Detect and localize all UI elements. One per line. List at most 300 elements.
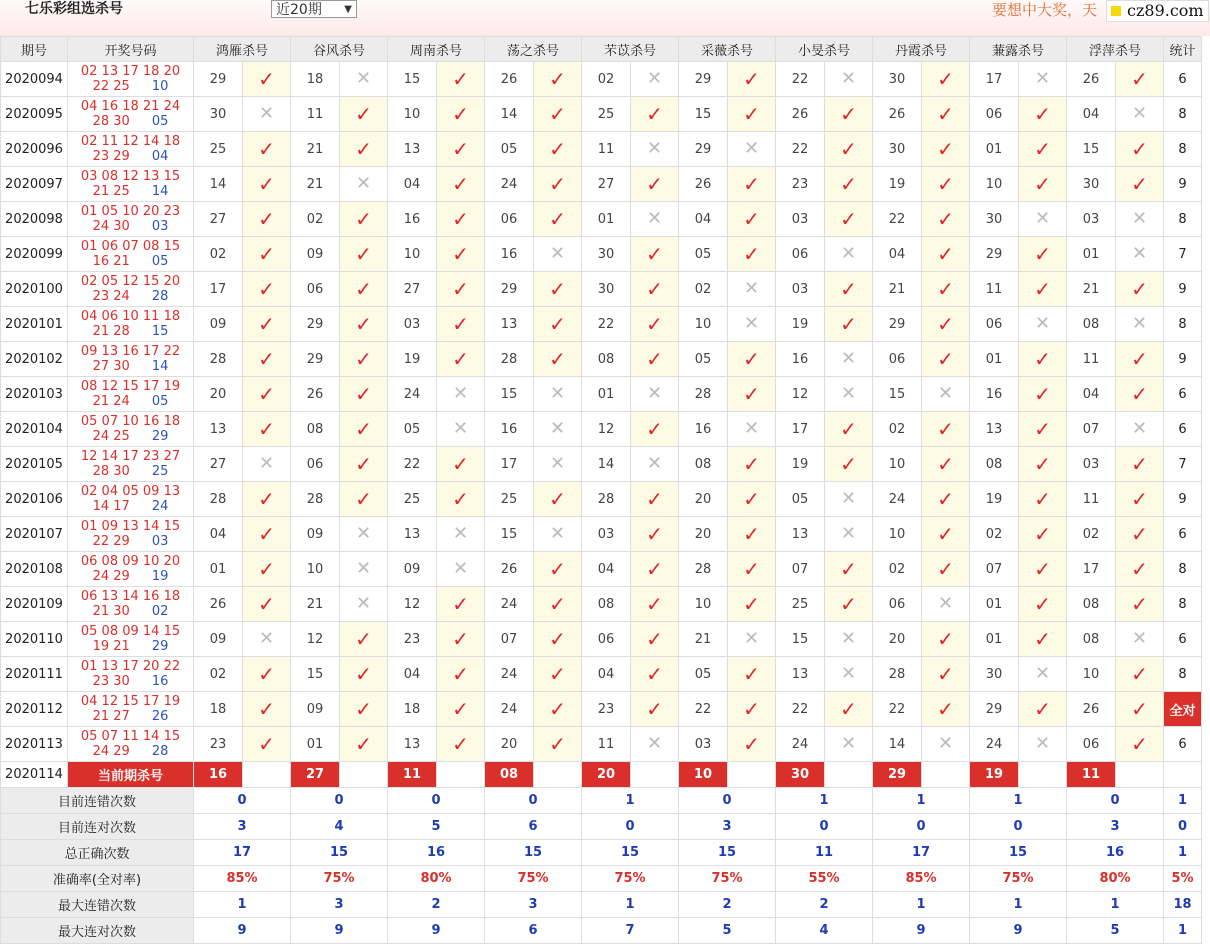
result-cell [922, 622, 970, 657]
kill-number-cell: 27 [194, 202, 243, 237]
check-icon: ✓ [937, 276, 954, 301]
result-cell [340, 552, 388, 587]
cross-icon: ✕ [840, 243, 857, 264]
kill-number-cell: 19 [970, 482, 1019, 517]
result-cell [825, 97, 873, 132]
kill-number-cell: 03 [776, 272, 825, 307]
result-cell [631, 342, 679, 377]
kill-number-cell: 04 [873, 237, 922, 272]
current-kill-blank [922, 762, 970, 788]
kill-number-cell: 30 [582, 237, 631, 272]
draw-line2 [68, 289, 193, 304]
kill-number-cell: 09 [194, 307, 243, 342]
result-cell [340, 132, 388, 167]
special-number: 29 [151, 639, 169, 654]
draw-main-line2: 24 25 [92, 429, 130, 444]
kill-number-cell: 08 [1067, 307, 1116, 342]
result-cell [631, 237, 679, 272]
kill-number-cell: 06 [1067, 727, 1116, 762]
kill-number-cell: 28 [194, 342, 243, 377]
result-cell [1116, 272, 1164, 307]
kill-number-cell: 06 [970, 97, 1019, 132]
stat-cell: 9 [1164, 167, 1202, 202]
check-icon: ✓ [258, 556, 275, 581]
summary-value: 15 [679, 840, 776, 866]
check-icon: ✓ [743, 241, 760, 266]
table-row [1, 552, 1202, 587]
result-cell [922, 272, 970, 307]
check-icon: ✓ [355, 731, 372, 756]
kill-number-cell: 29 [970, 237, 1019, 272]
check-icon: ✓ [937, 556, 954, 581]
kill-number-cell: 05 [679, 342, 728, 377]
check-icon: ✓ [1034, 626, 1051, 651]
check-icon: ✓ [452, 451, 469, 476]
draw-numbers-cell [68, 97, 194, 132]
cross-icon: ✕ [840, 68, 857, 89]
check-icon: ✓ [646, 241, 663, 266]
special-number: 24 [151, 499, 169, 514]
result-cell [825, 412, 873, 447]
summary-value: 15 [970, 840, 1067, 866]
check-icon: ✓ [937, 451, 954, 476]
current-kill-blank [728, 762, 776, 788]
draw-main-line2: 21 30 [92, 604, 130, 619]
check-icon: ✓ [258, 66, 275, 91]
kill-number-cell: 17 [1067, 552, 1116, 587]
current-kill-blank [340, 762, 388, 788]
cross-icon: ✕ [452, 523, 469, 544]
draw-line2 [68, 149, 193, 164]
check-icon: ✓ [1131, 696, 1148, 721]
result-cell [243, 412, 291, 447]
cross-icon: ✕ [646, 208, 663, 229]
draw-main-line2: 27 30 [92, 359, 130, 374]
draw-main-line1: 04 12 15 17 19 [80, 694, 181, 709]
special-number: 05 [151, 394, 169, 409]
kill-number-cell: 26 [485, 62, 534, 97]
draw-line2 [68, 604, 193, 619]
kill-number-cell: 28 [291, 482, 340, 517]
kill-number-cell: 03 [679, 727, 728, 762]
kill-number-cell: 02 [970, 517, 1019, 552]
table-row [1, 657, 1202, 692]
draw-main-line2: 22 29 [92, 534, 130, 549]
result-cell [1116, 692, 1164, 727]
check-icon: ✓ [937, 661, 954, 686]
summary-value: 80% [1067, 866, 1164, 892]
result-cell [340, 412, 388, 447]
check-icon: ✓ [549, 136, 566, 161]
result-cell [922, 692, 970, 727]
special-number: 28 [151, 289, 169, 304]
kill-number-cell: 13 [388, 727, 437, 762]
kill-number-cell: 22 [776, 62, 825, 97]
cross-icon: ✕ [549, 523, 566, 544]
summary-value: 85% [194, 866, 291, 892]
kill-number-cell: 23 [388, 622, 437, 657]
draw-main-line1: 06 08 09 10 20 [80, 554, 181, 569]
kill-number-cell: 24 [873, 482, 922, 517]
draw-main-line2: 21 27 [92, 709, 130, 724]
check-icon: ✓ [743, 731, 760, 756]
cross-icon: ✕ [937, 593, 954, 614]
kill-number-cell: 29 [291, 307, 340, 342]
draw-numbers-cell [68, 132, 194, 167]
summary-value: 17 [194, 840, 291, 866]
kill-number-cell: 04 [388, 657, 437, 692]
result-cell [728, 622, 776, 657]
summary-value: 3 [194, 814, 291, 840]
kill-number-cell: 10 [291, 552, 340, 587]
draw-main-line1: 04 06 10 11 18 [80, 309, 181, 324]
result-cell [825, 132, 873, 167]
table-row [1, 727, 1202, 762]
draw-numbers-cell [68, 622, 194, 657]
check-icon: ✓ [646, 171, 663, 196]
kill-number-cell: 25 [485, 482, 534, 517]
kill-number-cell: 30 [873, 62, 922, 97]
draw-line2 [68, 359, 193, 374]
summary-value: 1 [873, 788, 970, 814]
kill-number-cell: 06 [291, 447, 340, 482]
result-cell [825, 482, 873, 517]
kill-number-cell: 01 [291, 727, 340, 762]
cross-icon: ✕ [355, 558, 372, 579]
kill-number-cell: 30 [970, 202, 1019, 237]
cross-icon: ✕ [1034, 733, 1051, 754]
header-expert: 周南杀号 [388, 37, 485, 62]
check-icon: ✓ [452, 171, 469, 196]
draw-numbers-cell [68, 62, 194, 97]
kill-number-cell: 26 [776, 97, 825, 132]
result-cell [1116, 482, 1164, 517]
result-cell [631, 307, 679, 342]
kill-number-cell: 24 [485, 657, 534, 692]
result-cell [340, 377, 388, 412]
result-cell [1019, 202, 1067, 237]
result-cell [631, 97, 679, 132]
summary-value: 7 [582, 918, 679, 944]
kill-number-cell: 06 [970, 307, 1019, 342]
check-icon: ✓ [258, 171, 275, 196]
table-row [1, 272, 1202, 307]
result-cell [534, 692, 582, 727]
result-cell [631, 587, 679, 622]
draw-numbers-cell [68, 587, 194, 622]
kill-number-cell: 01 [970, 132, 1019, 167]
check-icon: ✓ [452, 591, 469, 616]
check-icon: ✓ [743, 556, 760, 581]
check-icon: ✓ [743, 591, 760, 616]
summary-value: 6 [485, 814, 582, 840]
kill-number-cell: 13 [970, 412, 1019, 447]
check-icon: ✓ [743, 206, 760, 231]
check-icon: ✓ [1034, 136, 1051, 161]
stat-cell: 6 [1164, 62, 1202, 97]
check-icon: ✓ [937, 696, 954, 721]
result-cell [825, 62, 873, 97]
summary-value: 0 [485, 788, 582, 814]
result-cell [1116, 587, 1164, 622]
kill-number-cell: 03 [1067, 447, 1116, 482]
kill-number-cell: 18 [194, 692, 243, 727]
result-cell [534, 202, 582, 237]
result-cell [437, 237, 485, 272]
kill-number-cell: 08 [582, 587, 631, 622]
kill-number-cell: 09 [388, 552, 437, 587]
kill-number-cell: 21 [873, 272, 922, 307]
stat-cell: 8 [1164, 202, 1202, 237]
draw-line2 [68, 569, 193, 584]
kill-number-cell: 07 [776, 552, 825, 587]
result-cell [1116, 657, 1164, 692]
current-kill-blank [631, 762, 679, 788]
kill-number-cell: 05 [485, 132, 534, 167]
cross-icon: ✕ [1034, 68, 1051, 89]
result-cell [922, 202, 970, 237]
check-icon: ✓ [937, 241, 954, 266]
kill-number-cell: 21 [1067, 272, 1116, 307]
result-cell [1019, 727, 1067, 762]
check-icon: ✓ [937, 101, 954, 126]
check-icon: ✓ [937, 416, 954, 441]
summary-value: 1 [970, 788, 1067, 814]
logo-square-icon [1111, 6, 1121, 16]
check-icon: ✓ [1131, 171, 1148, 196]
draw-numbers-cell [68, 167, 194, 202]
summary-value: 2 [388, 892, 485, 918]
summary-value: 16 [1067, 840, 1164, 866]
kill-number-cell: 15 [485, 377, 534, 412]
stat-cell: 6 [1164, 412, 1202, 447]
cross-icon: ✕ [452, 418, 469, 439]
check-icon: ✓ [937, 206, 954, 231]
kill-number-cell: 29 [485, 272, 534, 307]
check-icon: ✓ [549, 66, 566, 91]
kill-number-cell: 10 [388, 97, 437, 132]
summary-value: 1 [582, 788, 679, 814]
brand-logo[interactable] [1106, 0, 1209, 22]
result-cell [1019, 307, 1067, 342]
cross-icon: ✕ [840, 628, 857, 649]
result-cell [728, 657, 776, 692]
result-cell [340, 727, 388, 762]
table-row [1, 97, 1202, 132]
kill-number-cell: 20 [679, 517, 728, 552]
kill-number-cell: 03 [1067, 202, 1116, 237]
check-icon: ✓ [1034, 101, 1051, 126]
kill-number-cell: 24 [776, 727, 825, 762]
table-row [1, 167, 1202, 202]
kill-number-cell: 08 [291, 412, 340, 447]
result-cell [534, 272, 582, 307]
check-icon: ✓ [452, 696, 469, 721]
kill-number-cell: 26 [1067, 62, 1116, 97]
result-cell [437, 412, 485, 447]
result-cell [631, 377, 679, 412]
table-row [1, 377, 1202, 412]
current-kill-number: 10 [679, 762, 728, 788]
result-cell [728, 272, 776, 307]
check-icon: ✓ [452, 66, 469, 91]
kill-number-cell: 29 [679, 132, 728, 167]
result-cell [728, 342, 776, 377]
result-cell [340, 167, 388, 202]
result-cell [922, 237, 970, 272]
kill-number-cell: 02 [1067, 517, 1116, 552]
result-cell [728, 727, 776, 762]
kill-number-cell: 06 [291, 272, 340, 307]
kill-number-cell: 03 [388, 307, 437, 342]
check-icon: ✓ [549, 626, 566, 651]
result-cell [1116, 447, 1164, 482]
result-cell [534, 167, 582, 202]
result-cell [437, 132, 485, 167]
check-icon: ✓ [258, 276, 275, 301]
check-icon: ✓ [840, 451, 857, 476]
result-cell [1019, 482, 1067, 517]
stat-cell: 9 [1164, 342, 1202, 377]
kill-number-cell: 11 [582, 727, 631, 762]
check-icon: ✓ [937, 521, 954, 546]
kill-number-cell: 26 [194, 587, 243, 622]
kill-number-cell: 16 [970, 377, 1019, 412]
draw-main-line2: 23 29 [92, 149, 130, 164]
kill-number-cell: 22 [873, 692, 922, 727]
header-expert: 浮萍杀号 [1067, 37, 1164, 62]
kill-number-cell: 13 [194, 412, 243, 447]
kill-number-cell: 23 [194, 727, 243, 762]
period-cell: 2020107 [1, 517, 68, 552]
draw-main-line1: 01 05 10 20 23 [80, 204, 181, 219]
table-row [1, 412, 1202, 447]
kill-number-cell: 22 [776, 132, 825, 167]
kill-number-cell: 17 [970, 62, 1019, 97]
table-row [1, 237, 1202, 272]
result-cell [243, 307, 291, 342]
result-cell [437, 307, 485, 342]
kill-number-cell: 03 [582, 517, 631, 552]
result-cell [243, 517, 291, 552]
kill-number-cell: 26 [485, 552, 534, 587]
summary-value: 0 [776, 814, 873, 840]
result-cell [243, 587, 291, 622]
check-icon: ✓ [452, 346, 469, 371]
check-icon: ✓ [646, 696, 663, 721]
result-cell [437, 622, 485, 657]
check-icon: ✓ [258, 696, 275, 721]
kill-number-cell: 10 [679, 307, 728, 342]
result-cell [728, 97, 776, 132]
check-icon: ✓ [549, 101, 566, 126]
special-number: 26 [151, 709, 169, 724]
check-icon: ✓ [1131, 556, 1148, 581]
result-cell [922, 412, 970, 447]
summary-value: 9 [970, 918, 1067, 944]
kill-number-cell: 22 [776, 692, 825, 727]
check-icon: ✓ [1131, 136, 1148, 161]
range-select[interactable] [271, 0, 357, 18]
kill-number-cell: 10 [970, 167, 1019, 202]
draw-line2 [68, 429, 193, 444]
summary-value: 9 [194, 918, 291, 944]
current-kill-blank [825, 762, 873, 788]
kill-number-cell: 05 [679, 237, 728, 272]
draw-line2 [68, 219, 193, 234]
kill-number-cell: 12 [776, 377, 825, 412]
kill-number-cell: 02 [873, 552, 922, 587]
special-number: 04 [151, 149, 169, 164]
draw-main-line1: 01 13 17 20 22 [80, 659, 181, 674]
kill-number-cell: 06 [873, 342, 922, 377]
result-cell [437, 342, 485, 377]
result-cell [631, 202, 679, 237]
kill-number-cell: 08 [582, 342, 631, 377]
kill-number-cell: 10 [1067, 657, 1116, 692]
period-cell: 2020108 [1, 552, 68, 587]
check-icon: ✓ [355, 451, 372, 476]
check-icon: ✓ [258, 416, 275, 441]
check-icon: ✓ [1131, 486, 1148, 511]
kill-number-cell: 12 [291, 622, 340, 657]
check-icon: ✓ [452, 311, 469, 336]
cross-icon: ✕ [1131, 418, 1148, 439]
kill-number-cell: 20 [194, 377, 243, 412]
result-cell [1019, 342, 1067, 377]
period-cell: 2020110 [1, 622, 68, 657]
kill-number-cell: 08 [679, 447, 728, 482]
check-icon: ✓ [743, 521, 760, 546]
kill-number-cell: 12 [582, 412, 631, 447]
check-icon: ✓ [840, 591, 857, 616]
result-cell [340, 587, 388, 622]
summary-total: 5% [1164, 866, 1202, 892]
result-cell [728, 587, 776, 622]
result-cell [437, 167, 485, 202]
kill-number-cell: 28 [582, 482, 631, 517]
cross-icon: ✕ [646, 453, 663, 474]
result-cell [340, 307, 388, 342]
header-expert: 谷风杀号 [291, 37, 388, 62]
kill-number-cell: 04 [582, 657, 631, 692]
cross-icon: ✕ [840, 733, 857, 754]
check-icon: ✓ [840, 311, 857, 336]
kill-number-cell: 20 [485, 727, 534, 762]
check-icon: ✓ [646, 661, 663, 686]
result-cell [437, 447, 485, 482]
check-icon: ✓ [355, 136, 372, 161]
cross-icon: ✕ [646, 138, 663, 159]
summary-value: 75% [291, 866, 388, 892]
cross-icon: ✕ [743, 138, 760, 159]
check-icon: ✓ [549, 696, 566, 721]
special-number: 16 [151, 674, 169, 689]
result-cell [922, 517, 970, 552]
result-cell [437, 517, 485, 552]
result-cell [437, 377, 485, 412]
draw-numbers-cell [68, 342, 194, 377]
special-number: 02 [151, 604, 169, 619]
table-row [1, 622, 1202, 657]
result-cell [534, 412, 582, 447]
result-cell [534, 62, 582, 97]
table-row [1, 587, 1202, 622]
draw-numbers-cell [68, 272, 194, 307]
draw-line2 [68, 499, 193, 514]
result-cell [728, 62, 776, 97]
check-icon: ✓ [937, 136, 954, 161]
